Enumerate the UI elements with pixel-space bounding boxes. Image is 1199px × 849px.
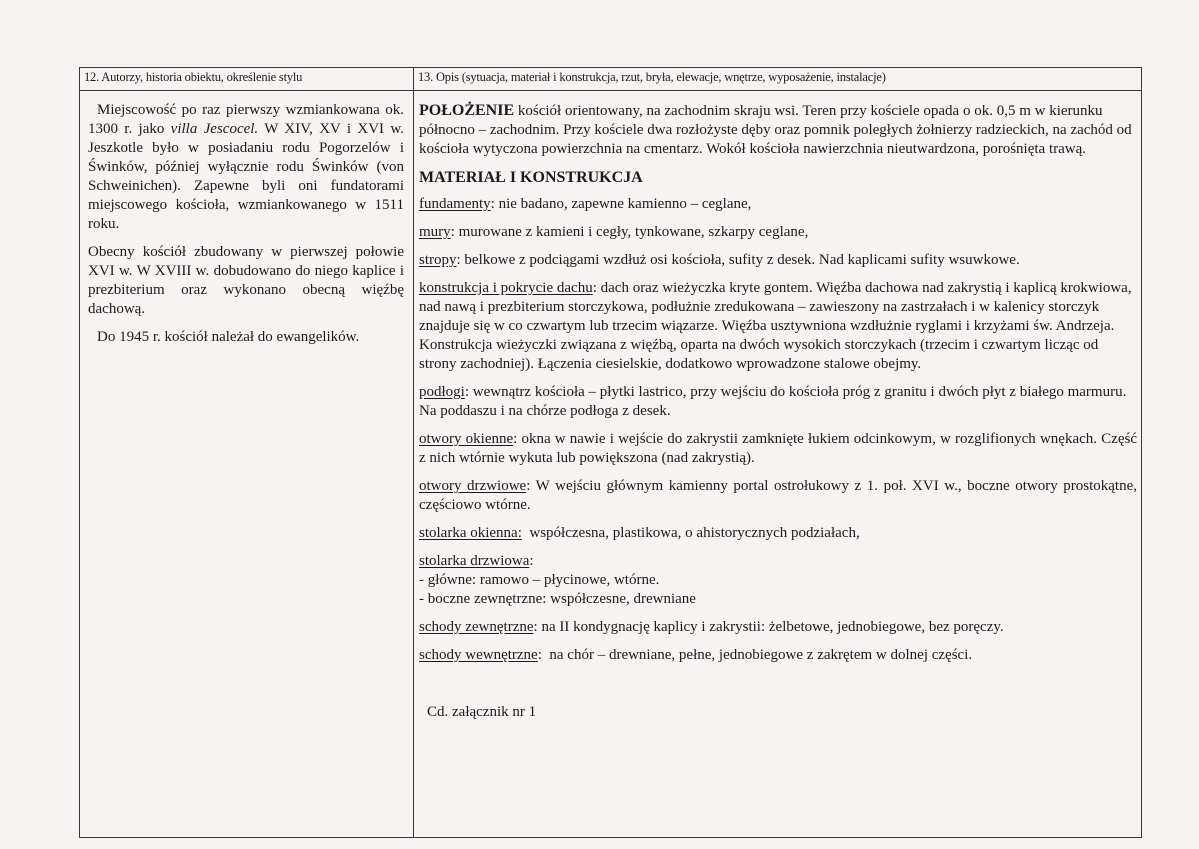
item-text: murowane z kamieni i cegły, tynkowane, szkarpy ceglane, (458, 224, 809, 240)
item-text: współczesna, plastikowa, o ahistorycznych podziałach, (529, 525, 860, 541)
item-label: konstrukcja i pokrycie dachu (419, 280, 593, 296)
item-label: otwory okienne (419, 431, 514, 447)
history-cell (80, 91, 414, 838)
record-card-table (79, 67, 1142, 838)
continuation-note: Cd. załącznik nr 1 (427, 704, 537, 720)
description-item (419, 618, 1137, 637)
sep: : (537, 647, 550, 663)
item-text: wewnątrz kościoła – płytki lastrico, przy wejściu do kościoła próg z granitu i dwóch płyt z białego marmuru. Na poddaszu i na chórze podłoga z desek. (419, 384, 1127, 419)
item-label: stropy (419, 252, 457, 268)
item-text: okna w nawie i wejście do zakrystii zamknięte łukiem odcinkowym, w rozglifionych wnękach. Część z nich wtórnie wykuta lub powiększona (nad zakrystią). (419, 431, 1137, 466)
item-label: fundamenty (419, 196, 491, 212)
text: W XIV, XV i XVI w. Jeszkotle było w posiadaniu rodu Pogorzelów i Świnków, później wyłącznie rodu Świnków (von Schweinichen). Zapewne byli oni fundatorami miejscowego kościoła, wzmiankowanego w 1511 roku. (88, 121, 404, 232)
item-text: W wejściu głównym kamienny portal ostrołukowy z 1. poł. XVI w., boczne otwory prostokątne, częściowo wtórne. (419, 478, 1138, 513)
sep: : (529, 553, 534, 569)
item-label: otwory drzwiowe (419, 478, 527, 494)
sep: : (513, 431, 522, 447)
description-item (419, 646, 1137, 665)
item-text: nie badano, zapewne kamienno – ceglane, (498, 196, 752, 212)
location-paragraph (419, 101, 1137, 159)
text: kościół orientowany, na zachodnim skraju wsi. Teren przy kościele opada o ok. 0,5 m w kierunku północno – zachodnim. Przy kościele dwa rozłożyste dęby oraz pomnik poległych żołnierzy radzieckich, na zachód od kościoła wytyczona powierzchnia na cmentarz. Wokół kościoła nawierzchnia nieutwardzona, porośnięta trawą. (419, 103, 1132, 157)
description-cell (414, 91, 1142, 838)
item-text: belkowe z podciągami wzdłuż osi kościoła, sufity z desek. Nad kaplicami sufity wsuwkowe. (464, 252, 1020, 268)
item-text: dach oraz wieżyczka kryte gontem. Więźba dachowa nad zakrystią i kaplicą krokwiowa, nad nawą i prezbiterium storczykowa, podłużnie zredukowana – zawieszony na zastrzałach i w kalenicy storczyk znajduje się w co czwartym lub trzecim wiązarze. Więźba usztywniona wzdłużnie ryglami i krzyżami św. Andrzeja. Konstrukcja wieżyczki związana z więźbą, oparta na dwóch wysokich storczykach (trzecim i czwartym licząc od strony zachodniej). Łączenia ciesielskie, dodatkowo wprowadzone stalowe obejmy. (419, 280, 1132, 372)
description-item (419, 524, 1137, 543)
sep: : (533, 619, 542, 635)
section-heading: POŁOŻENIE (419, 102, 515, 119)
text: - główne: ramowo – płycinowe, wtórne. (419, 572, 660, 588)
header-description: 13. Opis (sytuacja, materiał i konstrukcja, rzut, bryła, elewacje, wnętrze, wyposażenie, instalacje) (414, 68, 1142, 91)
description-item (419, 383, 1137, 421)
text: Miejscowość po raz pierwszy wzmiankowana ok. 1300 r. jako (88, 102, 404, 137)
sep: : (456, 252, 465, 268)
item-label: stolarka okienna: (419, 525, 522, 541)
sep: : (464, 384, 473, 400)
history-paragraph (88, 101, 404, 234)
item-label: stolarka drzwiowa (419, 553, 530, 569)
description-item (419, 430, 1137, 468)
sep: : (592, 280, 601, 296)
item-label: podłogi (419, 384, 465, 400)
description-item (419, 223, 1137, 242)
header-history: 12. Autorzy, historia obiektu, określenie stylu (80, 68, 414, 91)
door-joinery (419, 552, 1137, 609)
history-paragraph: Obecny kościół zbudowany w pierwszej połowie XVI w. W XVIII w. dobudowano do niego kaplice i prezbiterium oraz wykonano obecną więźbę dachową. (88, 244, 404, 317)
description-item (419, 251, 1137, 270)
description-item (419, 477, 1137, 515)
item-text: na chór – drewniane, pełne, jednobiegowe z zakrętem w dolnej części. (549, 647, 973, 663)
section-heading: MATERIAŁ I KONSTRUKCJA (419, 169, 643, 186)
sep: : (526, 478, 536, 494)
text: - boczne zewnętrzne: współczesne, drewniane (419, 591, 696, 607)
item-label: schody wewnętrzne (419, 647, 538, 663)
sep: : (450, 224, 459, 240)
item-label: mury (419, 224, 451, 240)
sep: : (490, 196, 499, 212)
description-item (419, 279, 1137, 374)
history-paragraph: Do 1945 r. kościół należał do ewangelików. (97, 329, 360, 345)
latin-name: villa Jescocel. (170, 121, 259, 137)
description-item (419, 195, 1137, 214)
item-text: na II kondygnację kaplicy i zakrystii: żelbetowe, jednobiegowe, bez poręczy. (541, 619, 1004, 635)
item-label: schody zewnętrzne (419, 619, 534, 635)
